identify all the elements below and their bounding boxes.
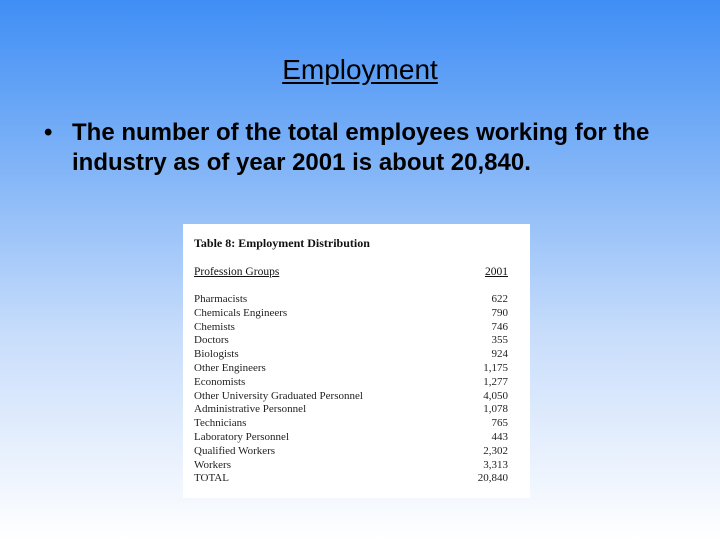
table-row	[194, 403, 508, 417]
employee-count-cell: 1,175	[483, 361, 508, 374]
profession-group-cell: Other University Graduated Personnel	[194, 389, 363, 402]
table-row	[194, 390, 508, 404]
table-row	[194, 293, 508, 307]
table-row	[194, 417, 508, 431]
table-row	[194, 472, 508, 486]
employee-count-cell: 1,277	[483, 375, 508, 388]
profession-group-cell: Technicians	[194, 417, 247, 430]
employee-count-cell: 355	[491, 334, 508, 347]
table-row	[194, 362, 508, 376]
profession-group-cell: Chemists	[194, 320, 235, 333]
employee-count-cell: 790	[491, 306, 508, 319]
employee-count-cell: 20,840	[477, 472, 508, 485]
column-header-year: 2001	[485, 266, 508, 278]
bullet-text: The number of the total employees working for the industry as of year 2001 is about 20,840.	[72, 119, 650, 176]
table-row	[194, 459, 508, 473]
profession-group-cell: Workers	[194, 458, 231, 471]
table-row	[194, 307, 508, 321]
employee-count-cell: 622	[491, 293, 508, 305]
table-body	[194, 293, 508, 486]
table-row	[194, 321, 508, 335]
employee-count-cell: 924	[491, 348, 508, 361]
table-row	[194, 376, 508, 390]
profession-group-cell: Doctors	[194, 334, 229, 347]
employee-count-cell: 746	[491, 320, 508, 333]
table-row	[194, 431, 508, 445]
profession-group-cell: Administrative Personnel	[194, 403, 307, 416]
table-row	[194, 334, 508, 348]
table-row	[194, 348, 508, 362]
profession-group-cell: Laboratory Personnel	[194, 430, 289, 443]
employee-count-cell: 3,313	[483, 458, 508, 471]
employee-count-cell: 1,078	[483, 403, 508, 416]
profession-group-cell: Qualified Workers	[194, 444, 276, 457]
table-caption: Table 8: Employment Distribution	[194, 236, 370, 250]
profession-group-cell: Pharmacists	[194, 293, 248, 305]
table-row	[194, 445, 508, 459]
bullet-icon: •	[44, 119, 53, 146]
employee-count-cell: 765	[491, 417, 508, 430]
profession-group-cell: Other Engineers	[194, 361, 266, 374]
employment-distribution-table	[183, 224, 530, 498]
profession-group-cell: Biologists	[194, 348, 239, 361]
employee-count-cell: 4,050	[483, 389, 508, 402]
profession-group-cell: Chemicals Engineers	[194, 306, 288, 319]
employee-count-cell: 2,302	[483, 444, 508, 457]
profession-group-cell: Economists	[194, 375, 246, 388]
profession-group-cell: TOTAL	[194, 472, 229, 485]
slide-title: Employment	[282, 54, 438, 85]
column-header-profession-groups: Profession Groups	[194, 266, 280, 278]
employee-count-cell: 443	[491, 430, 508, 443]
bullet-point	[44, 118, 664, 178]
